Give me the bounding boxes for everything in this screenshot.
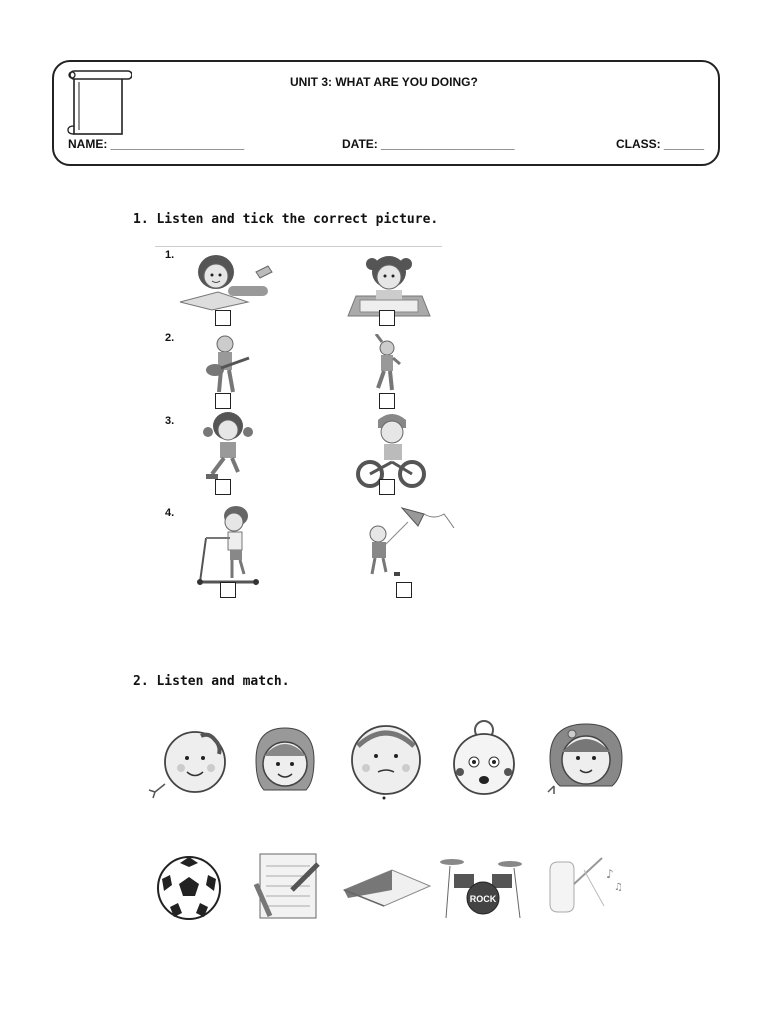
girl-drawing-icon: [346, 252, 432, 318]
book-icon[interactable]: [340, 868, 432, 908]
item-number: 3.: [165, 415, 175, 427]
svg-text:♪: ♪: [606, 867, 614, 881]
boy-guitar-icon: [203, 334, 251, 394]
drum-label: ROCK: [469, 894, 497, 904]
item-number: 1.: [165, 249, 175, 261]
tick-box-3a[interactable]: [215, 479, 231, 495]
tick-box-2b[interactable]: [379, 393, 395, 409]
girl-skating-icon: [200, 410, 256, 484]
svg-text:♫: ♫: [614, 882, 623, 893]
tick-box-3b[interactable]: [379, 479, 395, 495]
girl-scooter-icon: [186, 502, 264, 586]
exercise-2-title: 2. Listen and match.: [133, 674, 290, 689]
date-field[interactable]: DATE: ____________________: [342, 137, 515, 151]
boy-kite-icon: [362, 504, 456, 582]
tick-box-4b[interactable]: [396, 582, 412, 598]
girl-face-2-icon[interactable]: [544, 720, 624, 798]
girl-face-1-icon[interactable]: [250, 726, 320, 796]
scroll-icon: [62, 68, 132, 140]
tick-box-2a[interactable]: [215, 393, 231, 409]
divider: [155, 246, 442, 247]
boy-face-1-icon[interactable]: [145, 730, 229, 800]
football-icon[interactable]: [156, 855, 222, 921]
class-field[interactable]: CLASS: ______: [616, 137, 705, 151]
worksheet-header: [52, 60, 720, 166]
boy-cycling-icon: [356, 410, 426, 488]
name-field[interactable]: NAME: ____________________: [68, 137, 245, 151]
boy-dancing-icon: [370, 334, 402, 392]
notebook-pencil-icon[interactable]: [252, 850, 324, 922]
drum-kit-icon[interactable]: [440, 852, 526, 920]
item-number: 4.: [165, 507, 175, 519]
boy-face-2-icon[interactable]: [346, 720, 426, 800]
exercise-1-title: 1. Listen and tick the correct picture.: [133, 212, 439, 227]
grandma-face-icon[interactable]: [448, 718, 520, 802]
tick-box-1a[interactable]: [215, 310, 231, 326]
tick-box-4a[interactable]: [220, 582, 236, 598]
violin-icon[interactable]: [544, 854, 626, 920]
tick-box-1b[interactable]: [379, 310, 395, 326]
worksheet-title: UNIT 3: WHAT ARE YOU DOING?: [290, 75, 478, 89]
item-number: 2.: [165, 332, 175, 344]
girl-reading-icon: [178, 250, 276, 312]
